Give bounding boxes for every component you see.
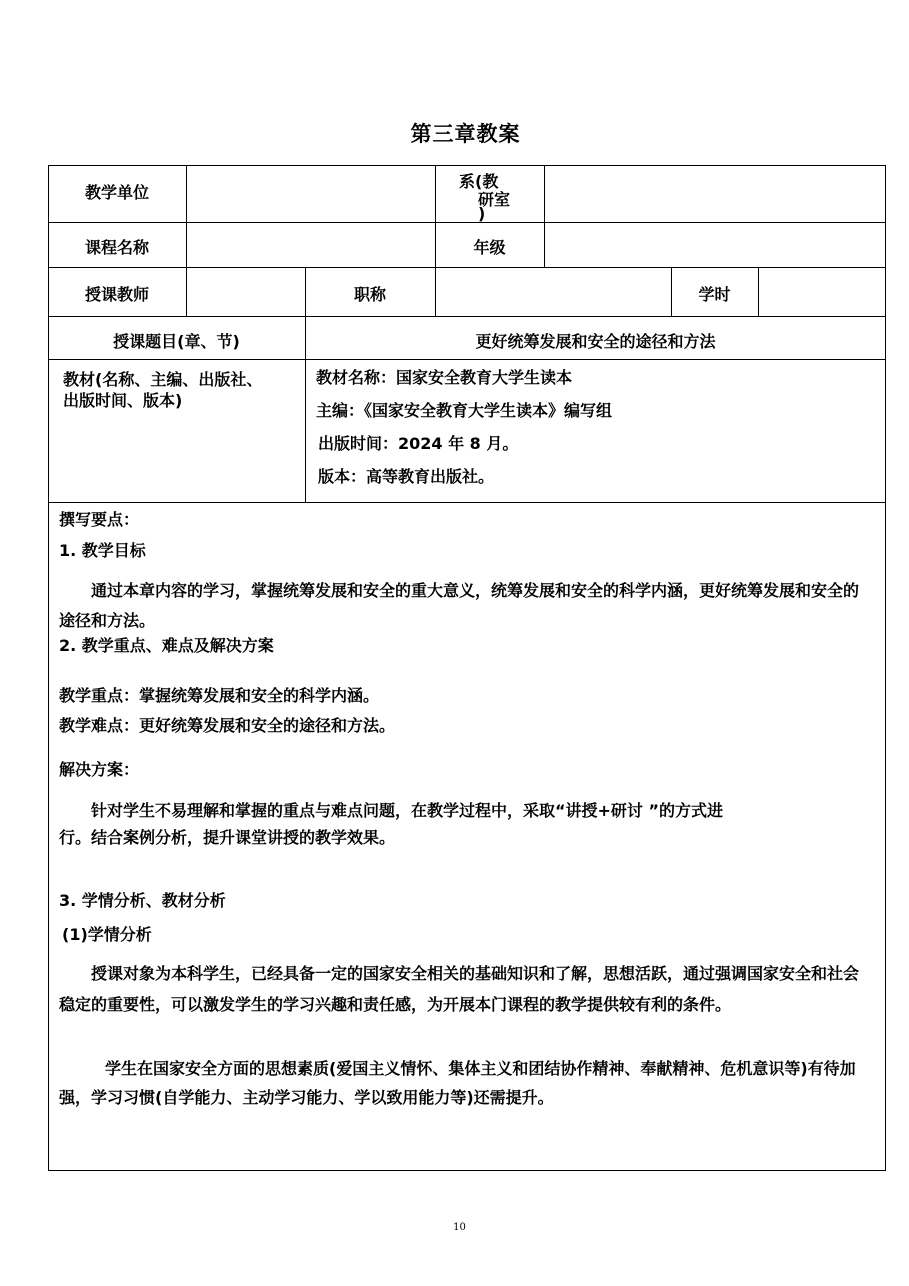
student-analysis-paragraph1: 授课对象为本科学生，已经具备一定的国家安全相关的基础知识和了解，思想活跃，通过强调国家安全和社会稳定的重要性，可以激发学生的学习兴趣和责任感，为开展本门课程的教学提供较有利的条件。 [59, 964, 860, 1014]
section-analysis-title: 3. 学情分析、教材分析 [59, 891, 226, 910]
course-label: 课程名称 [84, 238, 149, 257]
teacher-label: 授课教师 [84, 285, 149, 304]
department-label-line3: ) [478, 204, 486, 223]
teaching-goals-text: 通过本章内容的学习，掌握统筹发展和安全的重大意义，统筹发展和安全的科学内涵，更好统筹发展和安全的途径和方法。 [59, 581, 860, 630]
textbook-edition: 版本：高等教育出版社。 [318, 467, 495, 486]
textbook-editor: 主编：《国家安全教育大学生读本》编写组 [316, 401, 613, 420]
table-divider [544, 165, 545, 267]
grade-label: 年级 [473, 238, 506, 257]
section-key-points-title: 2. 教学重点、难点及解决方案 [59, 636, 274, 655]
section-teaching-goals-title: 1. 教学目标 [59, 541, 146, 560]
solution-text-line2: 行。结合案例分析，提升课堂讲授的教学效果。 [59, 828, 396, 847]
unit-label: 教学单位 [84, 183, 149, 202]
table-divider [186, 165, 187, 316]
table-divider [48, 502, 886, 503]
table-divider [48, 316, 886, 317]
hours-label: 学时 [698, 285, 731, 304]
rank-label: 职称 [353, 285, 386, 304]
textbook-label-line2: 出版时间、版本) [63, 391, 183, 410]
document-title: 第三章教案 [410, 122, 521, 146]
department-label-line2: 研室 [478, 190, 511, 209]
student-analysis-paragraph2: 学生在国家安全方面的思想素质(爱国主义情怀、集体主义和团结协作精神、奉献精神、危机意识等)有待加强，学习习惯(自学能力、主动学习能力、学以致用能力等)还需提升。 [59, 1059, 856, 1107]
table-divider [48, 267, 886, 268]
writing-points-heading: 撰写要点： [59, 510, 140, 529]
table-divider [758, 267, 759, 316]
solution-label: 解决方案： [59, 760, 140, 779]
textbook-name: 教材名称：国家安全教育大学生读本 [316, 368, 573, 387]
table-divider [48, 222, 886, 223]
textbook-label-line1: 教材(名称、主编、出版社、 [63, 370, 263, 389]
topic-label: 授课题目(章、节) [113, 332, 240, 351]
textbook-publish-date: 出版时间：2024 年 8 月。 [318, 434, 519, 453]
topic-value: 更好统筹发展和安全的途径和方法 [475, 332, 716, 351]
department-label-line1: 系(教 [459, 172, 499, 191]
table-divider [48, 359, 886, 360]
difficult-point-text: 教学难点：更好统筹发展和安全的途径和方法。 [59, 716, 396, 735]
student-analysis-title: (1)学情分析 [62, 925, 152, 944]
key-point-text: 教学重点：掌握统筹发展和安全的科学内涵。 [59, 686, 380, 705]
page-number: 10 [453, 1222, 466, 1233]
solution-text-line1: 针对学生不易理解和掌握的重点与难点问题，在教学过程中，采取“讲授+研讨 ”的方式进 [91, 801, 724, 820]
